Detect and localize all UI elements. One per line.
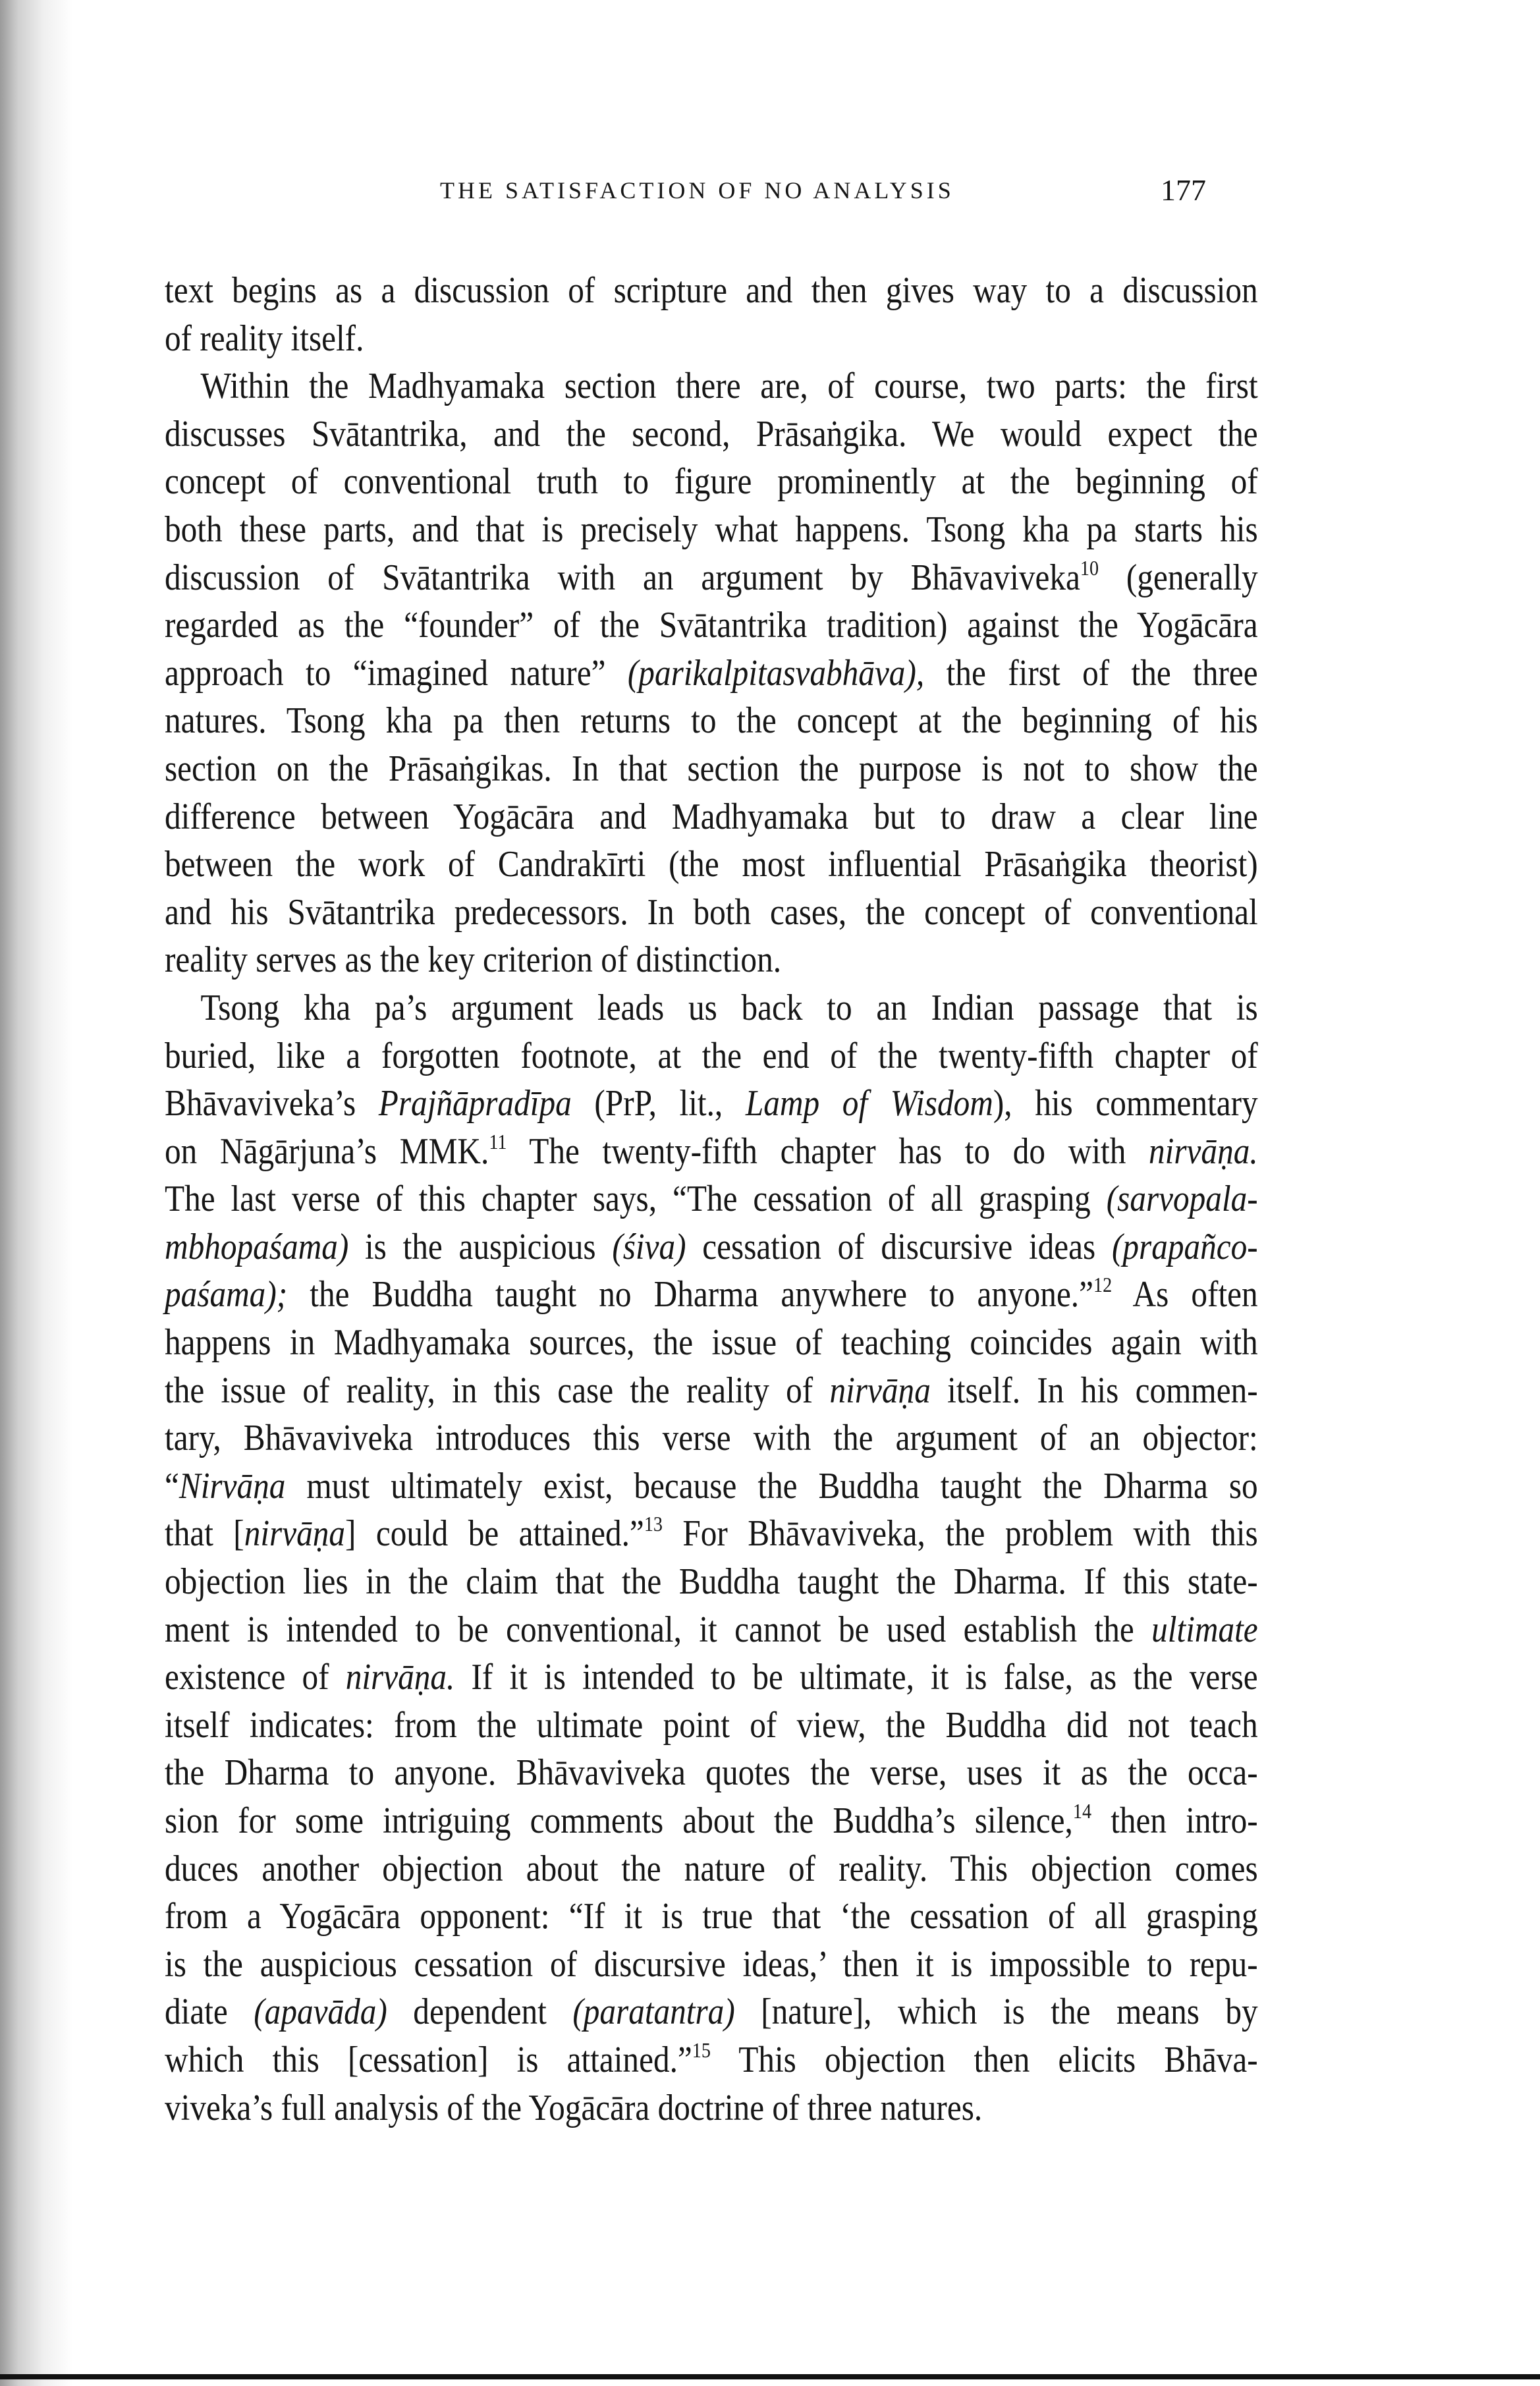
scan-bottom-edge [0,2374,1540,2379]
page-number: 177 [1161,173,1206,207]
text-run: happens in Madhyamaka sources, the issue of teaching coincides again with [165,1322,1258,1364]
text-line [165,1128,1258,1176]
text-line [165,697,1258,745]
footnote-ref: 11 [489,1129,507,1153]
italic-term: Prajñāpradīpa [378,1083,572,1124]
text-run: reality serves as the key criterion of distinction. [165,939,782,981]
text-run: discussion of Svātantrika with an argument by Bhāvaviveka [165,557,1080,598]
text-line [165,2036,1258,2084]
text-line [165,315,1258,363]
text-line [165,1367,1258,1415]
text-run: regarded as the “founder” of the Svātantrika tradition) against the Yogācāra [165,605,1258,646]
text-run: is the auspicious cessation of discursive ideas,’ then it is impossible to repu- [165,1943,1258,1985]
text-run: on Nāgārjuna’s MMK. [165,1130,489,1172]
text-line [165,650,1258,698]
text-run: that [ [165,1513,244,1555]
italic-term: ultimate [1151,1609,1258,1650]
text-run: viveka’s full analysis of the Yogācāra doctrine of three natures. [165,2087,983,2128]
text-line [165,1653,1258,1702]
paragraph [165,362,1407,984]
footnote-ref: 12 [1093,1273,1113,1297]
paragraph [165,267,1407,362]
text-run: then intro- [1091,1800,1258,1841]
italic-term: nirvāṇa [244,1513,346,1555]
italic-term: (parikalpitasvabhāva), [627,652,925,694]
text-run: sion for some intriguing comments about the Buddha’s silence, [165,1800,1073,1841]
text-run: duces another objection about the nature of reality. This objection comes [165,1848,1258,1889]
italic-term: paśama); [165,1274,288,1316]
text-run: This objection then elicits Bhāva- [710,2039,1258,2080]
text-run: from a Yogācāra opponent: “If it is true that ‘the cessation of all grasping [165,1896,1258,1937]
text-line [165,458,1258,506]
text-run: itself indicates: from the ultimate point of view, the Buddha did not teach [165,1704,1258,1746]
text-line [165,1319,1258,1367]
text-line [165,410,1258,458]
text-line [165,267,1258,315]
italic-term: (apavāda) [254,1991,387,2033]
text-run: the Dharma to anyone. Bhāvaviveka quotes the verse, uses it as the occa- [165,1752,1258,1794]
footnote-ref: 14 [1072,1799,1092,1823]
text-run: both these parts, and that is precisely what happens. Tsong kha pa starts his [165,509,1258,550]
text-line [165,1271,1258,1319]
italic-term: nirvāṇa. [345,1657,455,1698]
text-line [165,1606,1258,1654]
text-line [165,1845,1258,1893]
italic-term: nirvāṇa [829,1370,931,1411]
text-run: (PrP, lit., [571,1083,746,1124]
text-line [165,889,1258,937]
text-run: Within the Madhyamaka section there are, of course, two parts: the first [200,366,1258,407]
text-run: discusses Svātantrika, and the second, Prāsaṅgika. We would expect the [165,413,1258,455]
text-line [165,1749,1258,1797]
text-run: (generally [1099,557,1258,598]
text-line [165,1414,1258,1462]
paragraph [165,984,1407,2132]
text-line [165,1223,1258,1271]
body-text [165,267,1407,2132]
text-line [165,554,1258,602]
text-run: ] could be attained.” [345,1513,644,1555]
text-line [165,601,1258,650]
text-run: ment is intended to be conventional, it cannot be used establish the [165,1609,1152,1650]
text-run: natures. Tsong kha pa then returns to the concept at the beginning of his [165,700,1258,742]
text-run: buried, like a forgotten footnote, at the end of the twenty-fifth chapter of [165,1035,1258,1076]
text-run: cessation of discursive ideas [686,1226,1112,1267]
italic-term: (śiva) [612,1226,686,1267]
text-line [165,1988,1258,2036]
text-run: difference between Yogācāra and Madhyamaka but to draw a clear line [165,796,1258,837]
italic-term: (sarvopala- [1106,1179,1258,1220]
text-line [165,936,1258,984]
text-run: is the auspicious [348,1226,613,1267]
italic-term: Lamp of Wisdom [745,1083,993,1124]
text-run: the Buddha taught no Dharma anywhere to anyone.” [287,1274,1094,1316]
text-run: which this [cessation] is attained.” [165,2039,692,2080]
text-line [165,1558,1258,1606]
text-run: of reality itself. [165,318,364,359]
italic-term: (prapañco- [1111,1226,1258,1267]
text-run: between the work of Candrakīrti (the most influential Prāsaṅgika theorist) [165,844,1258,885]
text-run: [nature], which is the means by [734,1991,1258,2033]
text-line [165,1175,1258,1223]
text-run: For Bhāvaviveka, the problem with this [662,1513,1258,1555]
text-line [165,793,1258,841]
text-run: diate [165,1991,254,2033]
italic-term: Nirvāṇa [179,1465,286,1507]
text-line [165,984,1258,1032]
text-run: The twenty-fifth chapter has to do with [507,1130,1149,1172]
text-run: tary, Bhāvaviveka introduces this verse with the argument of an objector: [165,1418,1258,1459]
text-line [165,1032,1258,1080]
text-run: Bhāvaviveka’s [165,1083,379,1124]
text-run: The last verse of this chapter says, “The cessation of all grasping [165,1179,1107,1220]
text-line [165,1941,1258,1989]
text-line [165,506,1258,554]
text-run: section on the Prāsaṅgikas. In that section the purpose is not to show the [165,748,1258,789]
text-line [165,745,1258,793]
text-run: text begins as a discussion of scripture and then gives way to a discussion [165,270,1258,311]
text-run: Tsong kha pa’s argument leads us back to an Indian passage that is [200,987,1258,1028]
text-run: and his Svātantrika predecessors. In both cases, the concept of conventional [165,891,1258,933]
footnote-ref: 13 [644,1512,663,1536]
text-run: must ultimately exist, because the Buddha taught the Dharma so [285,1465,1258,1507]
text-run: ), his commentary [993,1083,1258,1124]
italic-term: mbhopaśama) [165,1226,349,1267]
italic-term: nirvāṇa. [1149,1130,1258,1172]
text-run: As often [1112,1274,1258,1316]
footnote-ref: 10 [1080,555,1099,580]
text-run: the issue of reality, in this case the reality of [165,1370,830,1411]
text-run: itself. In his commen- [930,1370,1258,1411]
page-gutter-shadow [0,0,72,2386]
text-run: concept of conventional truth to figure prominently at the beginning of [165,461,1258,503]
text-line [165,1080,1258,1128]
text-line [165,1702,1258,1750]
text-line [165,1797,1258,1845]
text-line [165,841,1258,889]
running-head: THE SATISFACTION OF NO ANALYSIS [440,177,954,204]
text-run: approach to “imagined nature” [165,652,628,694]
text-line [165,362,1258,410]
text-run: If it is intended to be ultimate, it is false, as the verse [454,1657,1258,1698]
text-line [165,1510,1258,1558]
text-run: objection lies in the claim that the Buddha taught the Dharma. If this state- [165,1561,1258,1603]
text-run: “ [165,1465,179,1507]
text-line [165,1462,1258,1511]
footnote-ref: 15 [692,2038,711,2062]
text-run: the first of the three [924,652,1258,694]
text-line [165,1893,1258,1941]
text-run: existence of [165,1657,346,1698]
text-line [165,2084,1258,2132]
italic-term: (paratantra) [572,1991,735,2033]
text-run: dependent [387,1991,573,2033]
